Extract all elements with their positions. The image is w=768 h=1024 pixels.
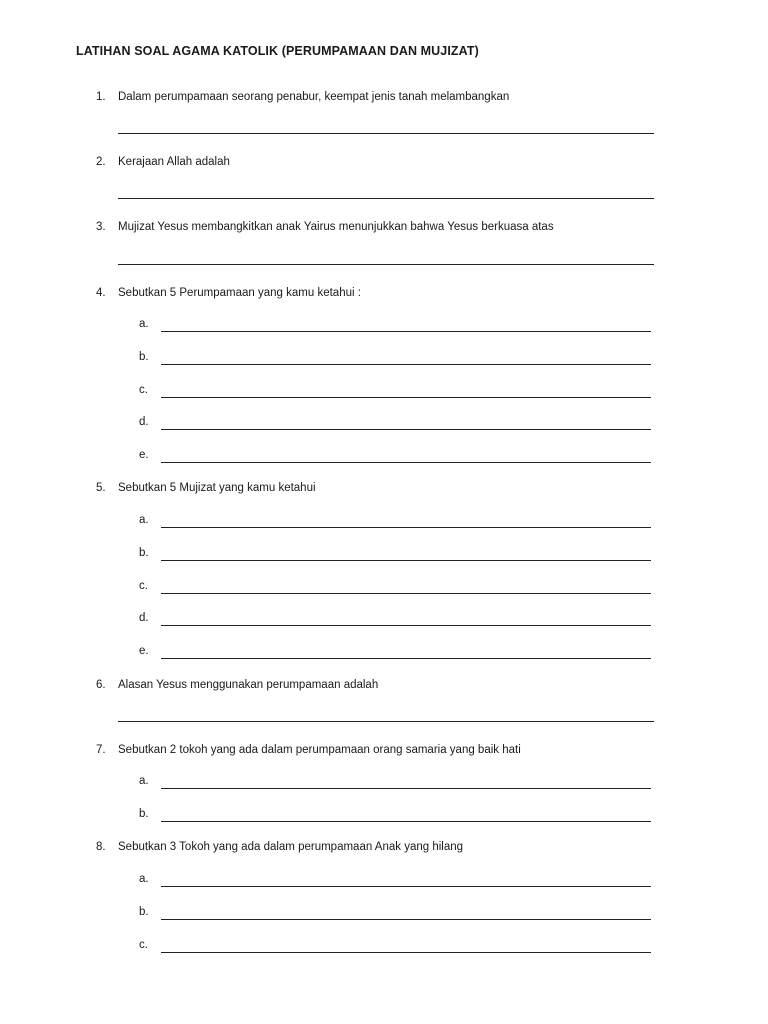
sub-answer-4a[interactable] <box>139 318 651 332</box>
answer-line[interactable] <box>161 788 651 789</box>
question-number: 7. <box>96 744 106 756</box>
sub-letter: b. <box>139 906 149 918</box>
question-1 <box>96 91 509 103</box>
sub-letter: c. <box>139 580 148 592</box>
sub-letter: d. <box>139 612 149 624</box>
question-text: Kerajaan Allah adalah <box>118 156 230 168</box>
question-8 <box>96 841 463 853</box>
sub-answer-7a[interactable] <box>139 775 651 789</box>
answer-line-1[interactable] <box>118 133 654 134</box>
sub-letter: d. <box>139 416 149 428</box>
sub-letter: e. <box>139 449 149 461</box>
sub-answer-4d[interactable] <box>139 416 651 430</box>
answer-line[interactable] <box>161 593 651 594</box>
question-text: Alasan Yesus menggunakan perumpamaan adalah <box>118 679 379 691</box>
answer-line[interactable] <box>161 527 651 528</box>
sub-letter: e. <box>139 645 149 657</box>
sub-letter: c. <box>139 939 148 951</box>
question-5 <box>96 482 316 494</box>
sub-letter: a. <box>139 514 149 526</box>
answer-line[interactable] <box>161 364 651 365</box>
sub-answer-5b[interactable] <box>139 547 651 561</box>
sub-answer-8c[interactable] <box>139 939 651 953</box>
question-number: 3. <box>96 221 106 233</box>
question-4 <box>96 287 361 299</box>
question-number: 2. <box>96 156 106 168</box>
sub-answer-5c[interactable] <box>139 580 651 594</box>
question-6 <box>96 679 378 691</box>
sub-answer-4e[interactable] <box>139 449 651 463</box>
question-number: 5. <box>96 482 106 494</box>
answer-line[interactable] <box>161 919 651 920</box>
answer-line[interactable] <box>161 625 651 626</box>
sub-letter: a. <box>139 775 149 787</box>
answer-line[interactable] <box>161 331 651 332</box>
sub-answer-5d[interactable] <box>139 612 651 626</box>
sub-letter: b. <box>139 351 149 363</box>
question-number: 4. <box>96 287 106 299</box>
question-text: Sebutkan 2 tokoh yang ada dalam perumpamaan orang samaria yang baik hati <box>118 744 521 756</box>
sub-answer-5a[interactable] <box>139 514 651 528</box>
answer-line[interactable] <box>161 429 651 430</box>
answer-line[interactable] <box>161 658 651 659</box>
question-text: Dalam perumpamaan seorang penabur, keempat jenis tanah melambangkan <box>118 91 510 103</box>
sub-answer-5e[interactable] <box>139 645 651 659</box>
sub-letter: a. <box>139 318 149 330</box>
sub-letter: a. <box>139 873 149 885</box>
question-2 <box>96 156 230 168</box>
page-title: LATIHAN SOAL AGAMA KATOLIK (PERUMPAMAAN DAN MUJIZAT) <box>76 44 479 58</box>
answer-line[interactable] <box>161 397 651 398</box>
sub-answer-4b[interactable] <box>139 351 651 365</box>
question-text: Mujizat Yesus membangkitkan anak Yairus menunjukkan bahwa Yesus berkuasa atas <box>118 221 554 233</box>
question-number: 6. <box>96 679 106 691</box>
answer-line-3[interactable] <box>118 264 654 265</box>
answer-line[interactable] <box>161 560 651 561</box>
question-text: Sebutkan 3 Tokoh yang ada dalam perumpamaan Anak yang hilang <box>118 841 464 853</box>
question-7 <box>96 744 521 756</box>
sub-letter: b. <box>139 808 149 820</box>
question-text: Sebutkan 5 Perumpamaan yang kamu ketahui : <box>118 287 361 299</box>
sub-answer-4c[interactable] <box>139 384 651 398</box>
question-text: Sebutkan 5 Mujizat yang kamu ketahui <box>118 482 316 494</box>
question-3 <box>96 221 554 233</box>
question-number: 8. <box>96 841 106 853</box>
sub-answer-8a[interactable] <box>139 873 651 887</box>
answer-line[interactable] <box>161 952 651 953</box>
sub-letter: c. <box>139 384 148 396</box>
sub-answer-7b[interactable] <box>139 808 651 822</box>
answer-line[interactable] <box>161 821 651 822</box>
answer-line[interactable] <box>161 886 651 887</box>
sub-letter: b. <box>139 547 149 559</box>
sub-answer-8b[interactable] <box>139 906 651 920</box>
question-number: 1. <box>96 91 106 103</box>
answer-line-6[interactable] <box>118 721 654 722</box>
answer-line[interactable] <box>161 462 651 463</box>
answer-line-2[interactable] <box>118 198 654 199</box>
